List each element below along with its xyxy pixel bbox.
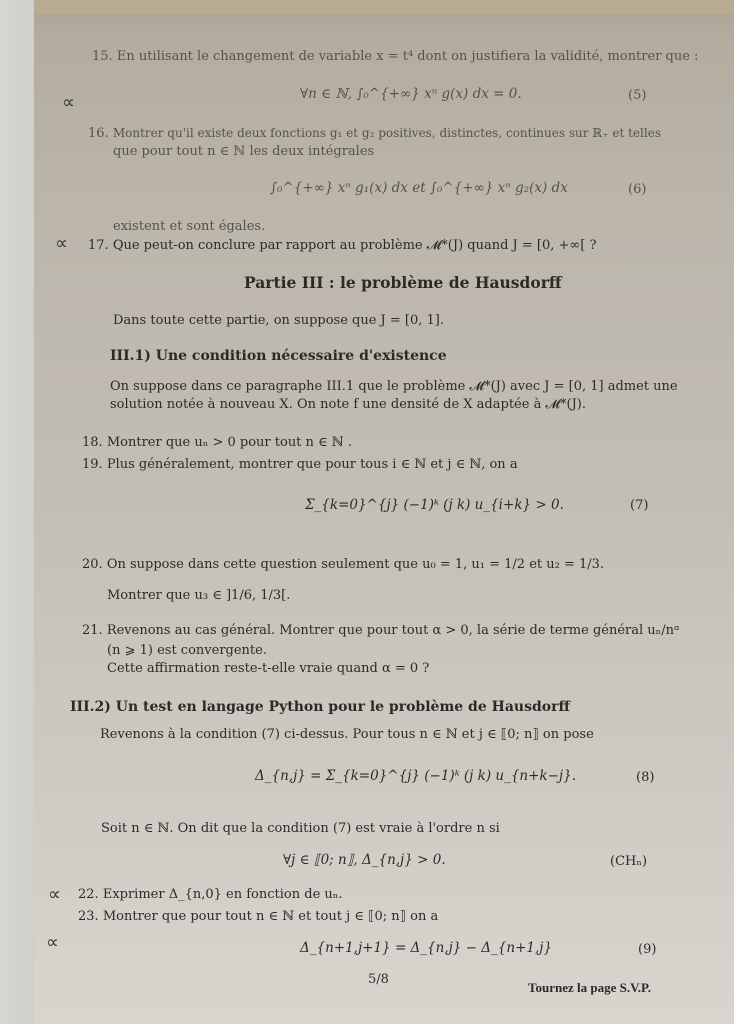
question-16-line2: que pour tout n ∈ ℕ les deux intégrales xyxy=(113,144,375,159)
section-para-line2: solution notée à nouveau X. On note f une densité de X adaptée à 𝓜*(J). xyxy=(110,397,586,412)
question-19 xyxy=(82,456,518,473)
equation-label: (8) xyxy=(636,770,655,785)
question-21-line3: Cette affirmation reste-t-elle vraie quand α = 0 ? xyxy=(107,661,430,676)
background-edge xyxy=(0,0,36,1024)
question-text: Plus généralement, montrer que pour tous i ∈ ℕ et j ∈ ℕ, on a xyxy=(106,457,518,472)
question-number: 23. xyxy=(78,909,99,924)
question-text: Montrer que pour tout n ∈ ℕ et tout j ∈ ⟦0; n⟧ on a xyxy=(102,909,439,924)
question-number: 18. xyxy=(82,435,103,450)
question-20-line2: Montrer que u₃ ∈ ]1/6, 1/3[. xyxy=(107,588,291,603)
question-text: Exprimer Δ_{n,0} en fonction de uₙ. xyxy=(102,887,343,902)
question-text: Montrer qu'il existe deux fonctions g₁ et g₂ positives, distinctes, continues sur ℝ₊ et telles xyxy=(112,126,661,140)
question-16-after: existent et sont égales. xyxy=(113,219,266,234)
part-intro: Dans toute cette partie, on suppose que J = [0, 1]. xyxy=(113,313,445,328)
section-para: Revenons à la condition (7) ci-dessus. Pour tous n ∈ ℕ et j ∈ ⟦0; n⟧ on pose xyxy=(100,727,594,742)
page-top-shadow xyxy=(34,0,734,14)
equation-chn: ∀j ∈ ⟦0; n⟧, Δ_{n,j} > 0. xyxy=(283,852,446,868)
section-heading: III.2) Un test en langage Python pour le problème de Hausdorff xyxy=(70,699,570,715)
margin-mark-icon: ∝ xyxy=(62,92,75,113)
question-20 xyxy=(82,556,604,573)
turn-page-note: Tournez la page S.V.P. xyxy=(528,980,652,995)
question-18 xyxy=(82,434,352,451)
part-title: Partie III : le problème de Hausdorff xyxy=(244,273,562,292)
question-16 xyxy=(88,125,661,142)
equation-label: (6) xyxy=(628,182,647,197)
question-number: 19. xyxy=(82,457,103,472)
margin-mark-icon: ∝ xyxy=(46,932,59,953)
equation-6: ∫₀^{+∞} xⁿ g₁(x) dx et ∫₀^{+∞} xⁿ g₂(x) dx xyxy=(270,180,568,196)
section-heading: III.1) Une condition nécessaire d'existence xyxy=(110,348,447,364)
equation-8: Δ_{n,j} = Σ_{k=0}^{j} (−1)ᵏ (j k) u_{n+k−j}. xyxy=(255,768,576,784)
question-text: Montrer que uₙ > 0 pour tout n ∈ ℕ . xyxy=(106,435,352,450)
question-text: Revenons au cas général. Montrer que pour tout α > 0, la série de terme général uₙ/nᵅ xyxy=(106,623,680,638)
question-number: 20. xyxy=(82,557,103,572)
question-15 xyxy=(92,48,698,65)
question-text: En utilisant le changement de variable x = t⁴ dont on justifiera la validité, montrer que : xyxy=(116,49,699,64)
equation-label: (5) xyxy=(628,88,647,103)
equation-label: (9) xyxy=(638,942,657,957)
question-number: 22. xyxy=(78,887,99,902)
question-number: 15. xyxy=(92,49,113,64)
equation-9: Δ_{n+1,j+1} = Δ_{n,j} − Δ_{n+1,j} xyxy=(300,940,553,956)
question-17 xyxy=(88,237,596,254)
question-21-line2: (n ⩾ 1) est convergente. xyxy=(107,643,267,658)
question-number: 16. xyxy=(88,126,109,141)
question-number: 21. xyxy=(82,623,103,638)
equation-label: (CHₙ) xyxy=(610,854,648,869)
question-21 xyxy=(82,622,679,639)
question-22 xyxy=(78,886,343,903)
equation-7: Σ_{k=0}^{j} (−1)ᵏ (j k) u_{i+k} > 0. xyxy=(305,497,564,513)
question-23 xyxy=(78,908,438,925)
question-number: 17. xyxy=(88,238,109,253)
question-text: On suppose dans cette question seulement que u₀ = 1, u₁ = 1/2 et u₂ = 1/3. xyxy=(106,557,605,572)
margin-mark-icon: ∝ xyxy=(55,233,68,254)
section-para2: Soit n ∈ ℕ. On dit que la condition (7) est vraie à l'ordre n si xyxy=(101,821,500,836)
page-number: 5/8 xyxy=(368,972,389,987)
margin-mark-icon: ∝ xyxy=(48,884,61,905)
equation-5: ∀n ∈ ℕ, ∫₀^{+∞} xⁿ g(x) dx = 0. xyxy=(300,86,522,102)
equation-label: (7) xyxy=(630,498,649,513)
question-text: Que peut-on conclure par rapport au problème 𝓜*(J) quand J = [0, +∞[ ? xyxy=(112,238,597,253)
section-para-line1: On suppose dans ce paragraphe III.1 que le problème 𝓜*(J) avec J = [0, 1] admet une xyxy=(110,379,678,394)
